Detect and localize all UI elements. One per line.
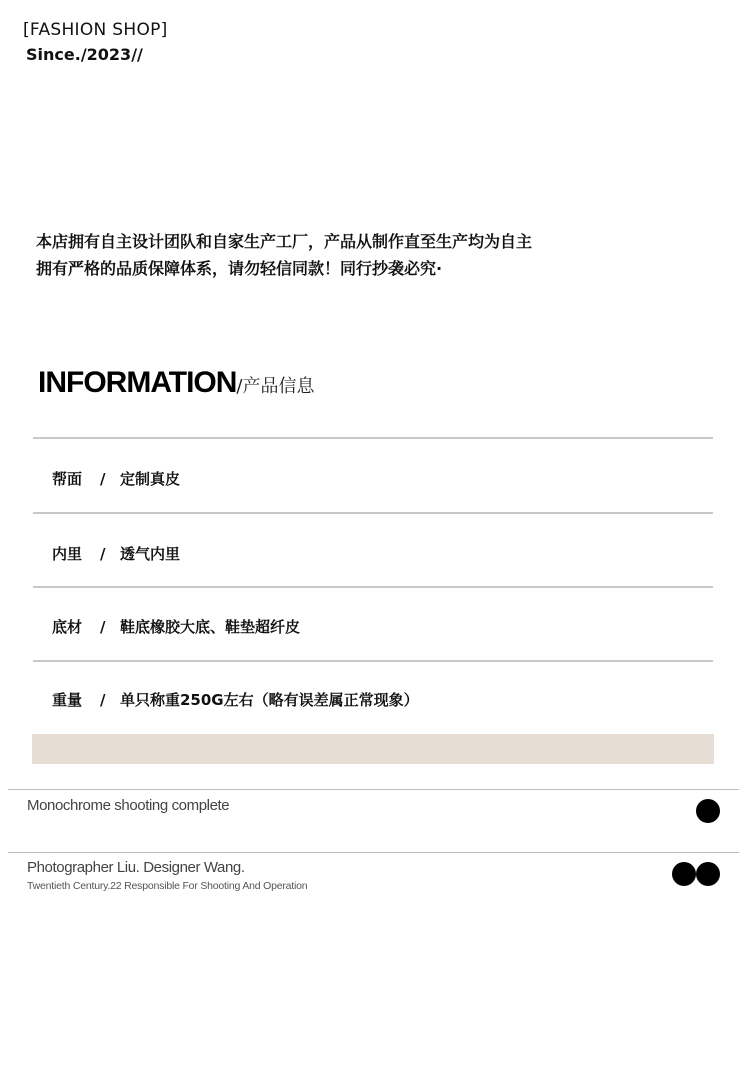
beige-band [32,734,714,764]
spec-label: 帮面 [52,470,83,488]
spec-value: 鞋底橡胶大底、鞋垫超纤皮 [120,618,301,636]
spec-slash: / [100,470,106,488]
dot-icon [696,862,720,886]
spec-label: 底材 [52,618,83,636]
spec-row-weight [52,689,419,710]
spec-row-upper [52,468,180,489]
information-heading [38,366,315,400]
divider [33,660,713,662]
monochrome-caption: Monochrome shooting complete [27,797,230,814]
photographer-caption: Photographer Liu. Designer Wang. [27,859,245,876]
brand-title: [FASHION SHOP] [23,20,168,40]
spec-row-lining [52,543,180,564]
spec-slash: / [100,545,106,563]
intro-line-1: 本店拥有自主设计团队和自家生产工厂，产品从制作直至生产均为自主 [36,232,533,251]
spec-slash: / [100,618,106,636]
century-caption: Twentieth Century.22 Responsible For Shooting And Operation [27,880,308,892]
spec-value: 透气内里 [120,545,181,563]
divider [33,512,713,514]
divider [33,586,713,588]
spec-row-sole [52,616,300,637]
spec-label: 重量 [52,691,83,709]
footer-divider [8,852,739,853]
footer-divider [8,789,739,790]
divider [33,437,713,439]
dot-icon [672,862,696,886]
spec-label: 内里 [52,545,83,563]
spec-value: 单只称重250G左右（略有误差属正常现象） [120,691,419,709]
information-separator: / [236,376,243,397]
intro-text [36,228,676,282]
spec-slash: / [100,691,106,709]
since-label: Since./2023// [26,45,143,64]
information-subtitle: 产品信息 [242,376,315,397]
dot-icon [696,799,720,823]
spec-value: 定制真皮 [120,470,181,488]
intro-line-2: 拥有严格的品质保障体系，请勿轻信同款！同行抄袭必究· [36,259,443,278]
information-title: INFORMATION [38,366,237,399]
